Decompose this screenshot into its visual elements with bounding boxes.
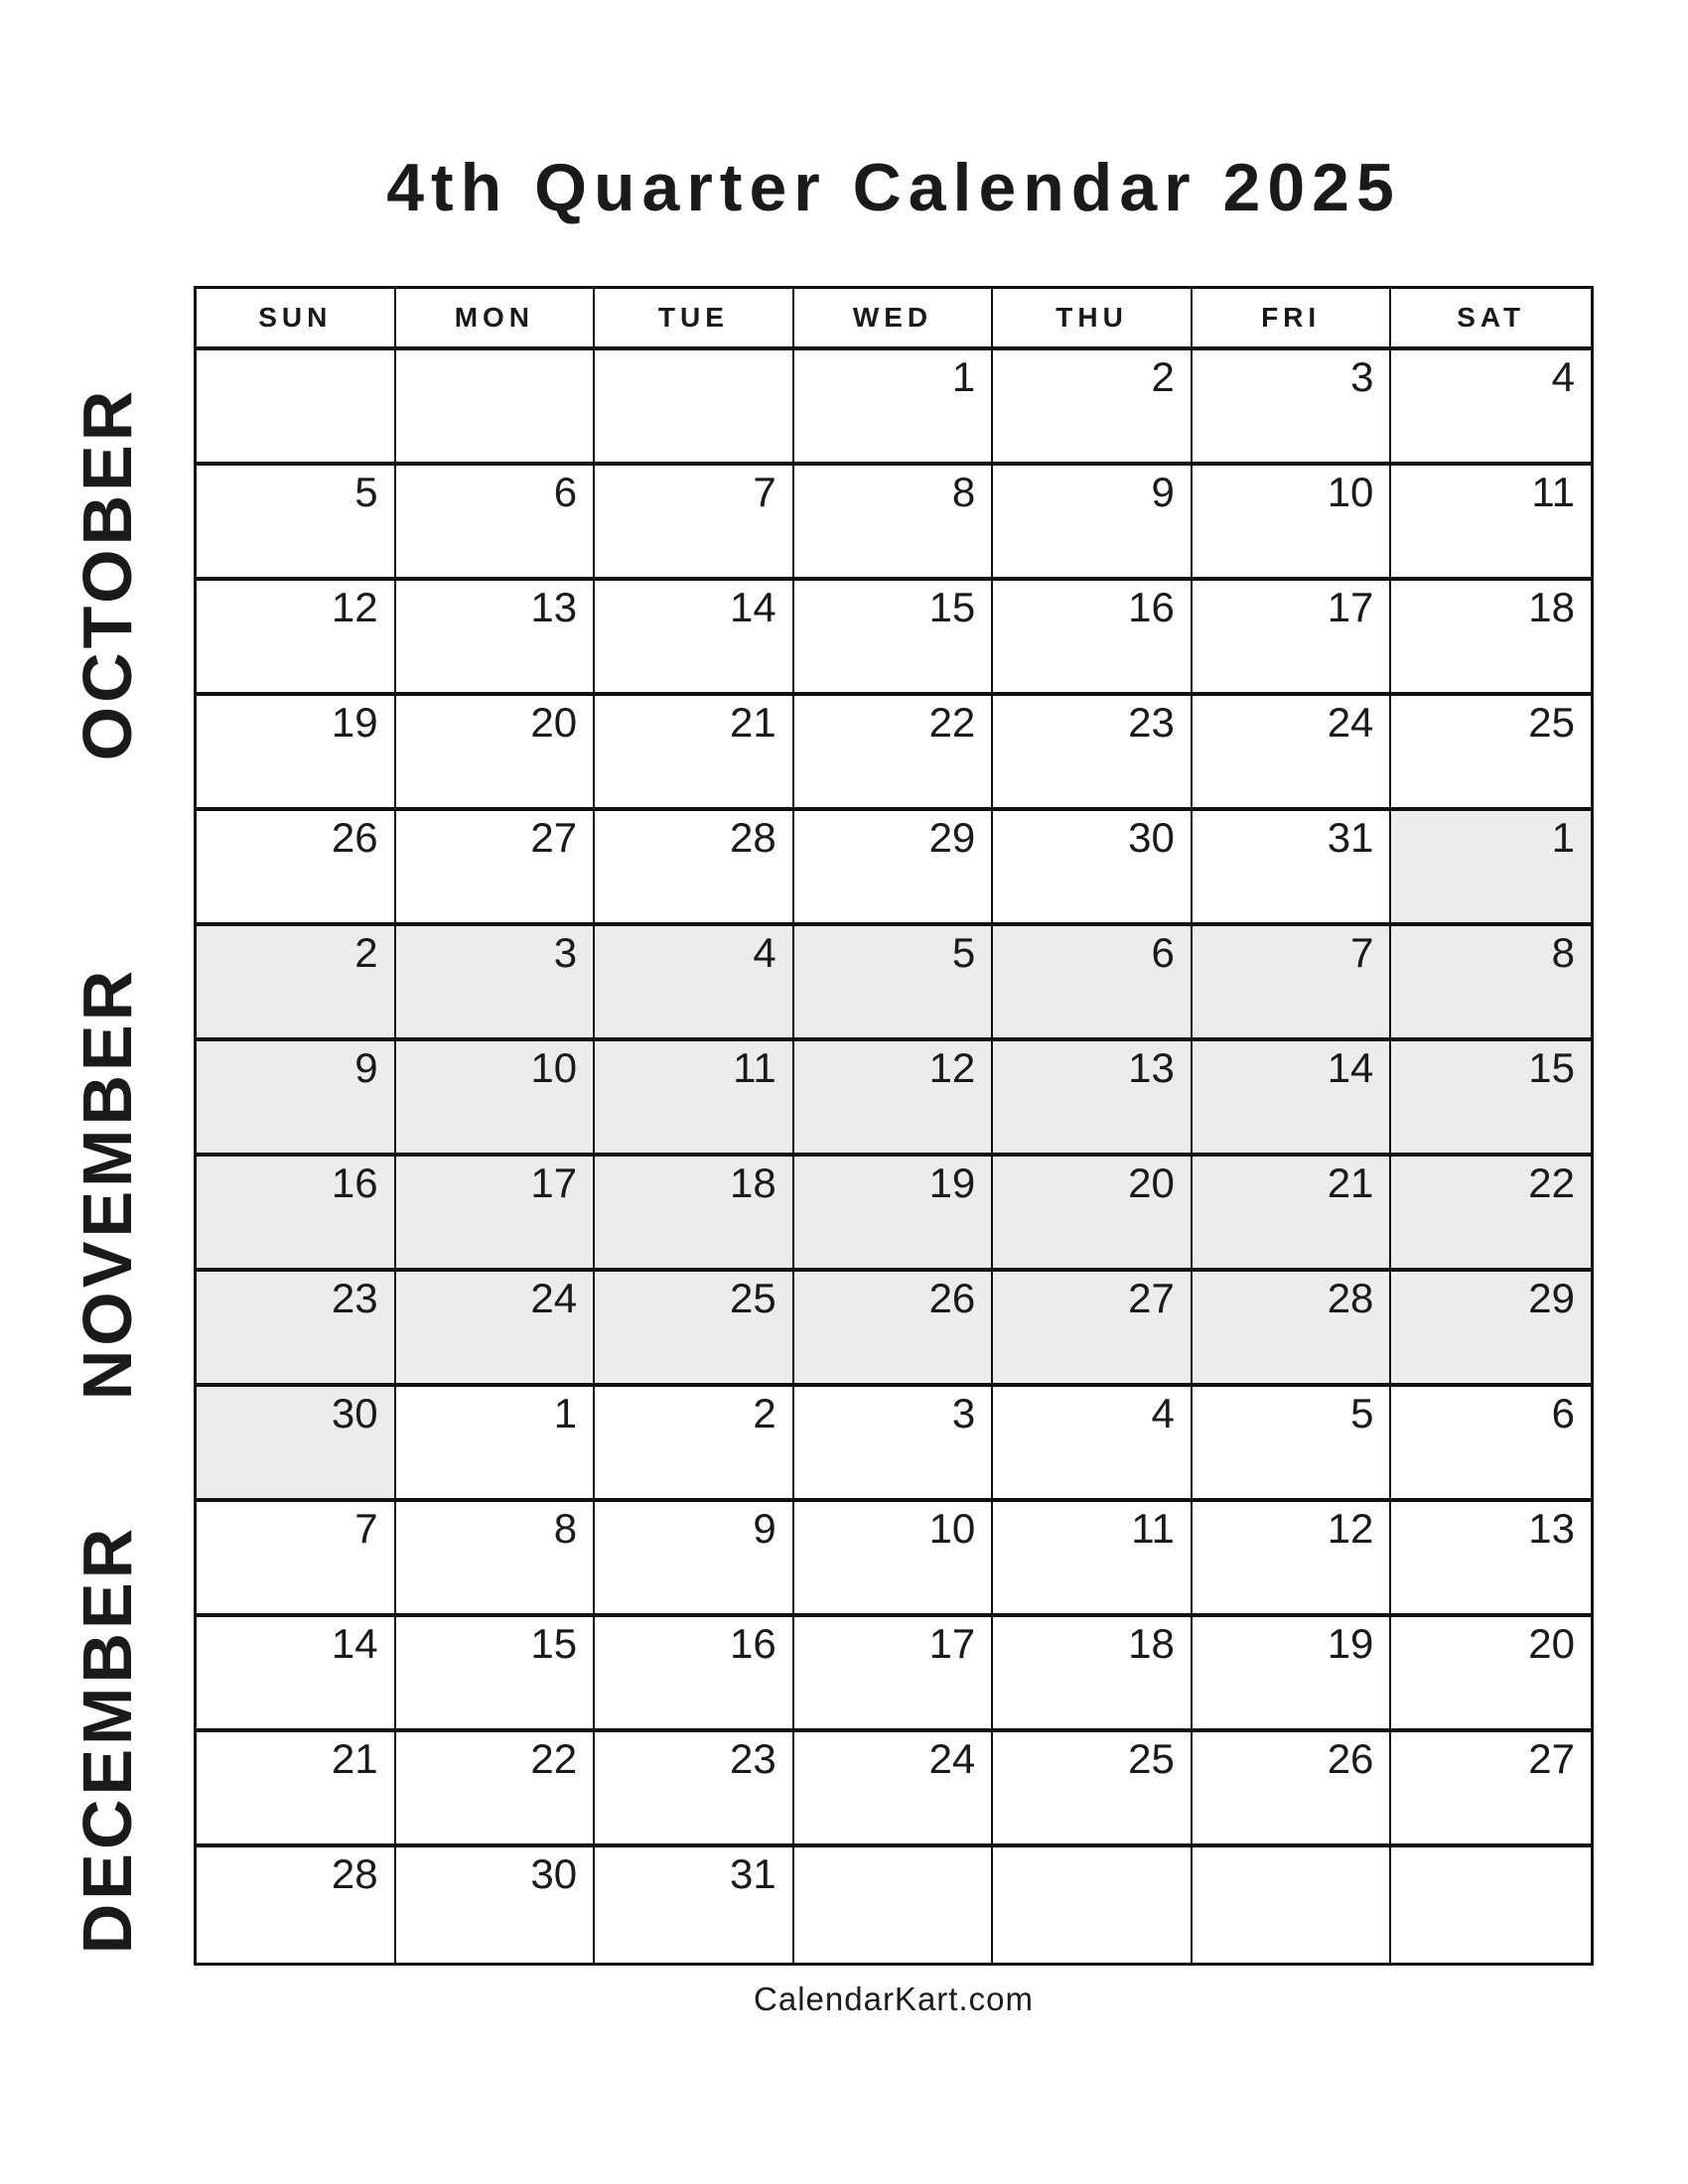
calendar-day-cell: 27 [1391, 1732, 1591, 1847]
calendar-empty-cell [396, 350, 596, 466]
calendar-day-cell: 29 [794, 811, 994, 926]
calendar-day-cell: 29 [1391, 1272, 1591, 1387]
calendar-day-cell: 6 [1391, 1387, 1591, 1502]
calendar-day-cell: 5 [1193, 1387, 1392, 1502]
weekday-header-mon: MON [396, 289, 596, 350]
calendar-day-cell: 2 [993, 350, 1193, 466]
calendar-day-cell: 25 [993, 1732, 1193, 1847]
calendar-day-cell: 3 [1193, 350, 1392, 466]
calendar-day-cell: 17 [794, 1617, 994, 1732]
calendar-day-cell: 8 [396, 1502, 596, 1617]
calendar-table [194, 286, 1594, 1966]
calendar-day-cell: 9 [197, 1041, 396, 1157]
weekday-header-wed: WED [794, 289, 994, 350]
month-label-november: NOVEMBER [69, 966, 146, 1401]
calendar-day-cell: 30 [993, 811, 1193, 926]
calendar-day-cell: 22 [794, 696, 994, 811]
calendar-day-cell: 4 [993, 1387, 1193, 1502]
calendar-day-cell: 24 [1193, 696, 1392, 811]
calendar-day-cell: 1 [1391, 811, 1591, 926]
calendar-day-cell: 7 [595, 466, 794, 581]
calendar-day-cell: 25 [595, 1272, 794, 1387]
calendar-day-cell: 14 [595, 581, 794, 696]
calendar-day-cell: 16 [197, 1157, 396, 1272]
calendar-day-cell: 21 [197, 1732, 396, 1847]
calendar-day-cell: 10 [794, 1502, 994, 1617]
calendar-day-cell: 15 [794, 581, 994, 696]
calendar-day-cell: 31 [595, 1847, 794, 1963]
calendar-day-cell: 7 [197, 1502, 396, 1617]
calendar-day-cell: 26 [1193, 1732, 1392, 1847]
calendar-day-cell: 11 [1391, 466, 1591, 581]
calendar-day-cell: 27 [396, 811, 596, 926]
calendar-empty-cell [197, 350, 396, 466]
calendar-day-cell: 20 [396, 696, 596, 811]
weekday-header-thu: THU [993, 289, 1193, 350]
calendar-day-cell: 8 [794, 466, 994, 581]
calendar-day-cell: 28 [595, 811, 794, 926]
calendar-day-cell: 9 [993, 466, 1193, 581]
calendar-day-cell: 9 [595, 1502, 794, 1617]
calendar-day-cell: 4 [595, 926, 794, 1041]
calendar-day-cell: 18 [993, 1617, 1193, 1732]
calendar-day-cell: 22 [1391, 1157, 1591, 1272]
calendar-day-cell: 11 [993, 1502, 1193, 1617]
calendar-day-cell: 23 [993, 696, 1193, 811]
calendar-day-cell: 22 [396, 1732, 596, 1847]
calendar-day-cell: 5 [794, 926, 994, 1041]
calendar-day-cell: 3 [396, 926, 596, 1041]
calendar-empty-cell [1391, 1847, 1591, 1963]
calendar-day-cell: 21 [1193, 1157, 1392, 1272]
weekday-header-fri: FRI [1193, 289, 1392, 350]
calendar-empty-cell [993, 1847, 1193, 1963]
calendar-day-cell: 7 [1193, 926, 1392, 1041]
month-label-december: DECEMBER [69, 1524, 146, 1955]
page-title: 4th Quarter Calendar 2025 [386, 150, 1401, 225]
calendar-day-cell: 30 [396, 1847, 596, 1963]
calendar-day-cell: 5 [197, 466, 396, 581]
month-label-october: OCTOBER [69, 386, 146, 761]
calendar-day-cell: 14 [197, 1617, 396, 1732]
calendar-day-cell: 14 [1193, 1041, 1392, 1157]
calendar-day-cell: 8 [1391, 926, 1591, 1041]
footer-branding: CalendarKart.com [754, 1980, 1034, 2017]
calendar-day-cell: 17 [1193, 581, 1392, 696]
calendar-day-cell: 1 [396, 1387, 596, 1502]
calendar-day-cell: 2 [197, 926, 396, 1041]
calendar-day-cell: 10 [396, 1041, 596, 1157]
calendar-day-cell: 20 [1391, 1617, 1591, 1732]
weekday-header-sat: SAT [1391, 289, 1591, 350]
calendar-day-cell: 1 [794, 350, 994, 466]
calendar-day-cell: 25 [1391, 696, 1591, 811]
calendar-day-cell: 26 [197, 811, 396, 926]
calendar-empty-cell [595, 350, 794, 466]
calendar-day-cell: 16 [595, 1617, 794, 1732]
calendar-day-cell: 6 [993, 926, 1193, 1041]
calendar-day-cell: 10 [1193, 466, 1392, 581]
calendar-day-cell: 26 [794, 1272, 994, 1387]
calendar-day-cell: 4 [1391, 350, 1591, 466]
calendar-day-cell: 12 [197, 581, 396, 696]
calendar-empty-cell [1193, 1847, 1392, 1963]
calendar-day-cell: 11 [595, 1041, 794, 1157]
calendar-empty-cell [794, 1847, 994, 1963]
calendar-day-cell: 16 [993, 581, 1193, 696]
calendar-day-cell: 23 [595, 1732, 794, 1847]
weekday-header-tue: TUE [595, 289, 794, 350]
calendar-day-cell: 28 [1193, 1272, 1392, 1387]
calendar-day-cell: 6 [396, 466, 596, 581]
calendar-day-cell: 27 [993, 1272, 1193, 1387]
calendar-day-cell: 19 [1193, 1617, 1392, 1732]
calendar-day-cell: 13 [396, 581, 596, 696]
calendar-day-cell: 30 [197, 1387, 396, 1502]
calendar-day-cell: 13 [1391, 1502, 1591, 1617]
calendar-day-cell: 15 [1391, 1041, 1591, 1157]
calendar-day-cell: 31 [1193, 811, 1392, 926]
calendar-day-cell: 23 [197, 1272, 396, 1387]
calendar-day-cell: 28 [197, 1847, 396, 1963]
calendar-day-cell: 19 [197, 696, 396, 811]
calendar-day-cell: 3 [794, 1387, 994, 1502]
calendar-day-cell: 18 [595, 1157, 794, 1272]
calendar-day-cell: 12 [1193, 1502, 1392, 1617]
calendar-day-cell: 12 [794, 1041, 994, 1157]
calendar-day-cell: 13 [993, 1041, 1193, 1157]
calendar-day-cell: 2 [595, 1387, 794, 1502]
calendar-day-cell: 21 [595, 696, 794, 811]
calendar-day-cell: 17 [396, 1157, 596, 1272]
calendar-day-cell: 24 [396, 1272, 596, 1387]
calendar-day-cell: 18 [1391, 581, 1591, 696]
weekday-header-sun: SUN [197, 289, 396, 350]
calendar-day-cell: 20 [993, 1157, 1193, 1272]
calendar-day-cell: 19 [794, 1157, 994, 1272]
calendar-day-cell: 24 [794, 1732, 994, 1847]
calendar-day-cell: 15 [396, 1617, 596, 1732]
